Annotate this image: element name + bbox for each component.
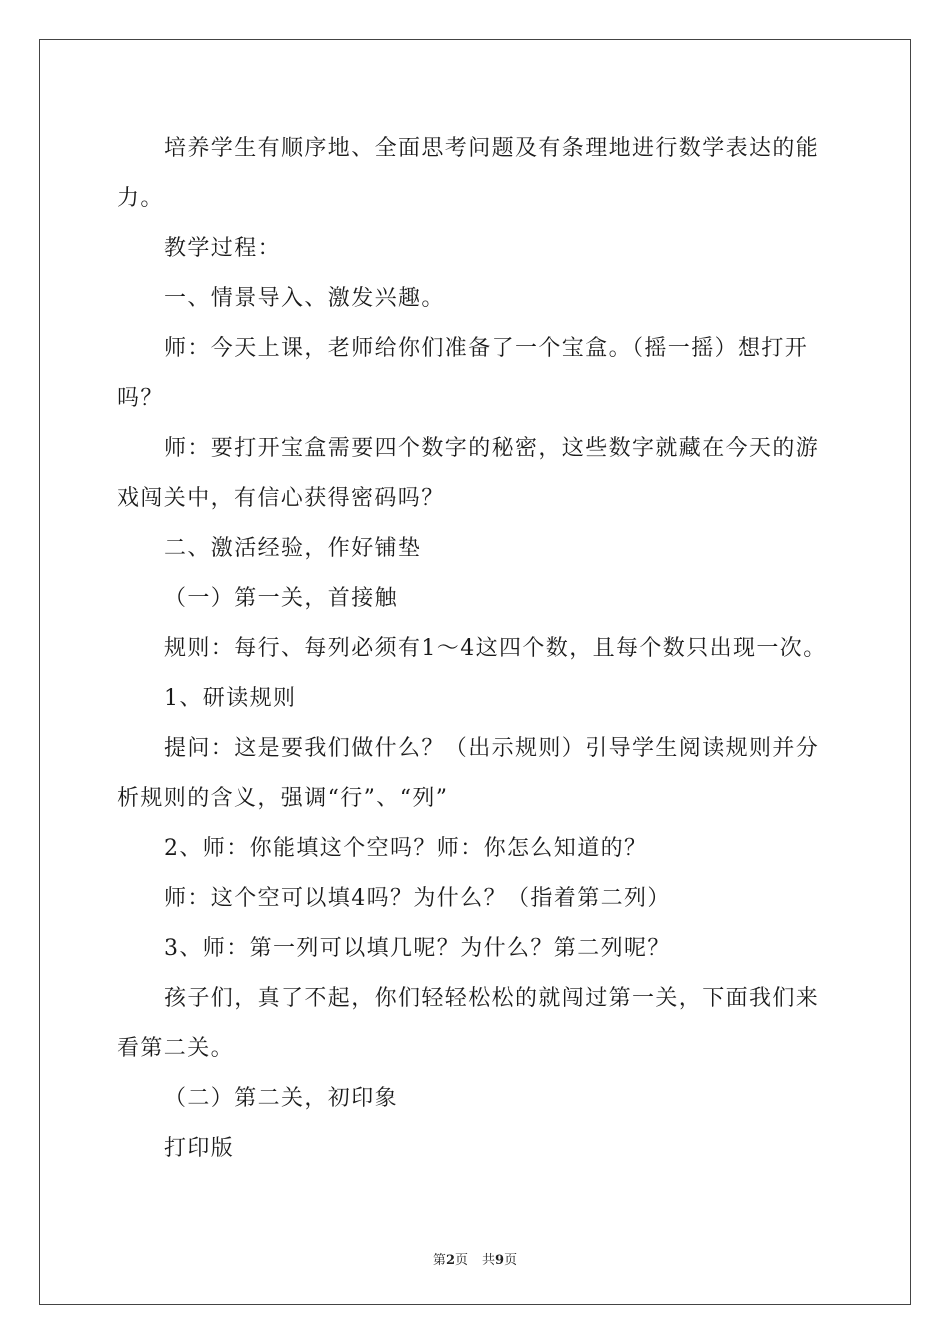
footer-page-total: 9 — [495, 1253, 505, 1268]
text-line: 戏闯关中，有信心获得密码吗？ — [117, 486, 445, 511]
text-line: 吗？ — [117, 386, 164, 411]
text-line: 师：今天上课，老师给你们准备了一个宝盒。（摇一摇）想打开 — [164, 336, 809, 361]
text-line: 提问：这是要我们做什么？（出示规则）引导学生阅读规则并分 — [164, 736, 820, 761]
footer-total-prefix: 共 — [482, 1253, 496, 1268]
page-footer — [0, 1249, 950, 1268]
text-line: 力。 — [117, 186, 164, 211]
footer-page-current: 2 — [445, 1253, 455, 1268]
text-line: 打印版 — [164, 1136, 235, 1161]
text-line: 培养学生有顺序地、全面思考问题及有条理地进行数学表达的能 — [164, 136, 820, 161]
text-line: 1、研读规则 — [164, 686, 297, 711]
text-line: 2、师：你能填这个空吗？师：你怎么知道的？ — [164, 836, 648, 861]
text-line: （一）第一关，首接触 — [164, 586, 399, 611]
text-line: 看第二关。 — [117, 1036, 235, 1061]
footer-page-suffix: 页 — [454, 1253, 468, 1268]
text-line: 孩子们，真了不起，你们轻轻松松的就闯过第一关，下面我们来 — [164, 986, 820, 1011]
footer-page-prefix: 第 — [432, 1253, 446, 1268]
text-line: 规则：每行、每列必须有1～4这四个数，且每个数只出现一次。 — [164, 636, 827, 661]
document-body — [117, 124, 833, 1174]
footer-total-suffix: 页 — [504, 1253, 518, 1268]
text-line: 教学过程： — [164, 236, 282, 261]
text-line: 师：这个空可以填4吗？为什么？（指着第二列） — [164, 886, 671, 911]
text-line: （二）第二关，初印象 — [164, 1086, 399, 1111]
text-line: 一、情景导入、激发兴趣。 — [164, 286, 445, 311]
text-line: 师：要打开宝盒需要四个数字的秘密，这些数字就藏在今天的游 — [164, 436, 820, 461]
text-line: 3、师：第一列可以填几呢？为什么？第二列呢？ — [164, 936, 671, 961]
text-line: 析规则的含义，强调“行”、“列” — [117, 786, 449, 811]
text-line: 二、激活经验，作好铺垫 — [164, 536, 422, 561]
